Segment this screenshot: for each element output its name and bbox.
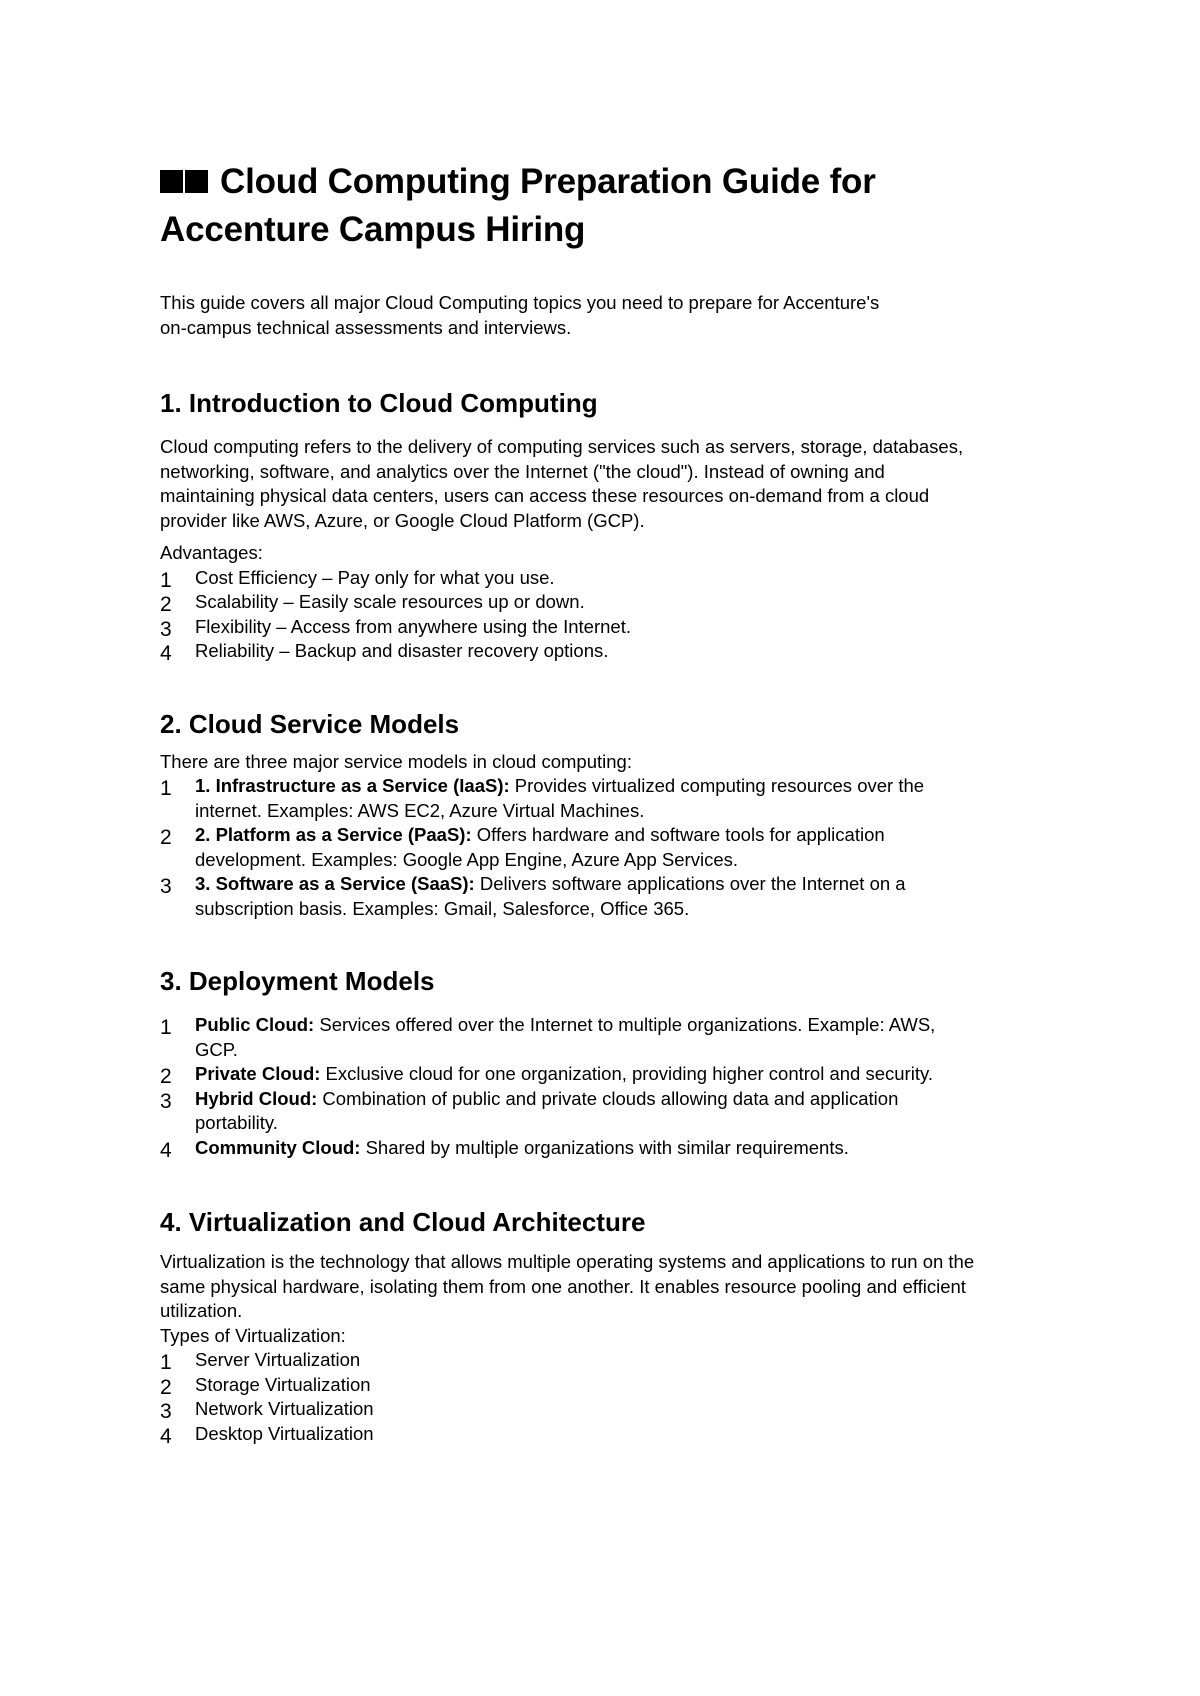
virtualization-types-list	[160, 1348, 1060, 1446]
list-item-text: Shared by multiple organizations with similar requirements.	[360, 1136, 849, 1158]
list-item-term: Community Cloud:	[195, 1136, 361, 1158]
list-item-text: Storage Virtualization	[195, 1373, 371, 1395]
list-item	[160, 823, 1060, 872]
intro-paragraph	[160, 290, 1060, 340]
list-item-term: 2. Platform as a Service (PaaS):	[195, 824, 472, 845]
list-number: 4	[160, 1138, 172, 1162]
document-title	[160, 158, 1060, 254]
list-item-term: Public Cloud:	[195, 1014, 315, 1035]
list-item	[160, 566, 1060, 591]
title-square-icons	[160, 158, 210, 206]
list-item-text: Network Virtualization	[195, 1398, 374, 1419]
list-item	[160, 590, 1060, 615]
list-item	[160, 1397, 1060, 1422]
list-item-text: Cost Efficiency – Pay only for what you use.	[195, 566, 555, 588]
paragraph-line: same physical hardware, isolating them from one another. It enables resource pooling and efficient	[160, 1275, 966, 1297]
list-item-term: Private Cloud:	[195, 1063, 321, 1084]
list-number: 1	[160, 568, 172, 592]
list-item-text: Provides virtualized computing resources over the	[509, 775, 925, 796]
list-number: 3	[160, 875, 172, 898]
list-number: 2	[160, 1375, 172, 1399]
list-item-term: Hybrid Cloud:	[195, 1087, 318, 1109]
list-item-text: development. Examples: Google App Engine, Azure App Services.	[195, 848, 738, 870]
advantages-list	[160, 566, 1060, 664]
paragraph-line: Virtualization is the technology that allows multiple operating systems and applications to run on the	[160, 1251, 975, 1272]
list-number: 1	[160, 777, 172, 800]
section-heading-service-models: 2. Cloud Service Models	[160, 708, 460, 739]
list-number: 4	[160, 1424, 172, 1448]
list-item	[160, 1422, 1060, 1447]
virtualization-paragraph	[160, 1250, 1060, 1324]
list-item-text: GCP.	[195, 1038, 238, 1060]
intro-line-1: This guide covers all major Cloud Computing topics you need to prepare for Accenture's	[160, 292, 880, 313]
list-item	[160, 774, 1060, 823]
list-item-text: Flexibility – Access from anywhere using the Internet.	[195, 615, 631, 637]
list-item	[160, 639, 1060, 664]
list-number: 1	[160, 1016, 172, 1039]
list-item-text: Delivers software applications over the Internet on a	[474, 873, 906, 894]
list-item	[160, 615, 1060, 640]
list-item-term: 1. Infrastructure as a Service (IaaS):	[195, 775, 510, 796]
section-heading-introduction: 1. Introduction to Cloud Computing	[160, 388, 598, 418]
list-item	[160, 1087, 1060, 1136]
paragraph-line: networking, software, and analytics over the Internet ("the cloud"). Instead of owning and	[160, 460, 885, 482]
square-icon	[185, 170, 208, 193]
section-heading-deployment-models: 3. Deployment Models	[160, 966, 435, 996]
list-item	[160, 1348, 1060, 1373]
section-heading-virtualization: 4. Virtualization and Cloud Architecture	[160, 1207, 646, 1237]
list-number: 2	[160, 1065, 172, 1088]
list-number: 3	[160, 1089, 172, 1113]
list-item-text: Exclusive cloud for one organization, providing higher control and security.	[320, 1063, 933, 1084]
service-models-lead: There are three major service models in cloud computing:	[160, 750, 632, 772]
list-item-text: subscription basis. Examples: Gmail, Salesforce, Office 365.	[195, 897, 690, 919]
title-line-1: Cloud Computing Preparation Guide for	[220, 162, 876, 201]
list-item-text: Services offered over the Internet to multiple organizations. Example: AWS,	[314, 1014, 936, 1035]
list-item-text: Server Virtualization	[195, 1349, 361, 1370]
list-item	[160, 1373, 1060, 1398]
list-number: 3	[160, 1400, 172, 1423]
paragraph-line: utilization.	[160, 1300, 243, 1321]
list-item-text: Offers hardware and software tools for application	[471, 824, 885, 845]
paragraph-line: maintaining physical data centers, users can access these resources on-demand from a cloud	[160, 485, 930, 506]
deployment-models-list	[160, 1013, 1060, 1160]
list-number: 3	[160, 617, 172, 641]
list-item-text: Combination of public and private clouds allowing data and application	[317, 1087, 899, 1109]
list-item-text: internet. Examples: AWS EC2, Azure Virtual Machines.	[195, 799, 645, 821]
square-icon	[160, 170, 183, 193]
service-models-list	[160, 774, 1060, 921]
list-item	[160, 872, 1060, 921]
paragraph-line: Cloud computing refers to the delivery of computing services such as servers, storage, databases,	[160, 436, 964, 457]
list-item	[160, 1062, 1060, 1087]
introduction-paragraph	[160, 435, 1060, 533]
list-item-term: 3. Software as a Service (SaaS):	[195, 873, 475, 894]
list-number: 2	[160, 593, 172, 616]
list-item	[160, 1136, 1060, 1161]
list-item	[160, 1013, 1060, 1062]
list-item-text: Reliability – Backup and disaster recovery options.	[195, 640, 609, 661]
paragraph-line: provider like AWS, Azure, or Google Cloud Platform (GCP).	[160, 509, 645, 531]
advantages-label: Advantages:	[160, 542, 263, 563]
list-number: 2	[160, 826, 172, 849]
list-number: 4	[160, 642, 172, 665]
intro-line-2: on-campus technical assessments and interviews.	[160, 317, 572, 338]
list-number: 1	[160, 1351, 172, 1374]
virtualization-types-label: Types of Virtualization:	[160, 1324, 346, 1346]
list-item-text: Desktop Virtualization	[195, 1422, 374, 1444]
list-item-text: Scalability – Easily scale resources up or down.	[195, 591, 585, 612]
title-line-2: Accenture Campus Hiring	[160, 210, 586, 249]
document-page	[160, 158, 1060, 1446]
list-item-text: portability.	[195, 1112, 278, 1133]
